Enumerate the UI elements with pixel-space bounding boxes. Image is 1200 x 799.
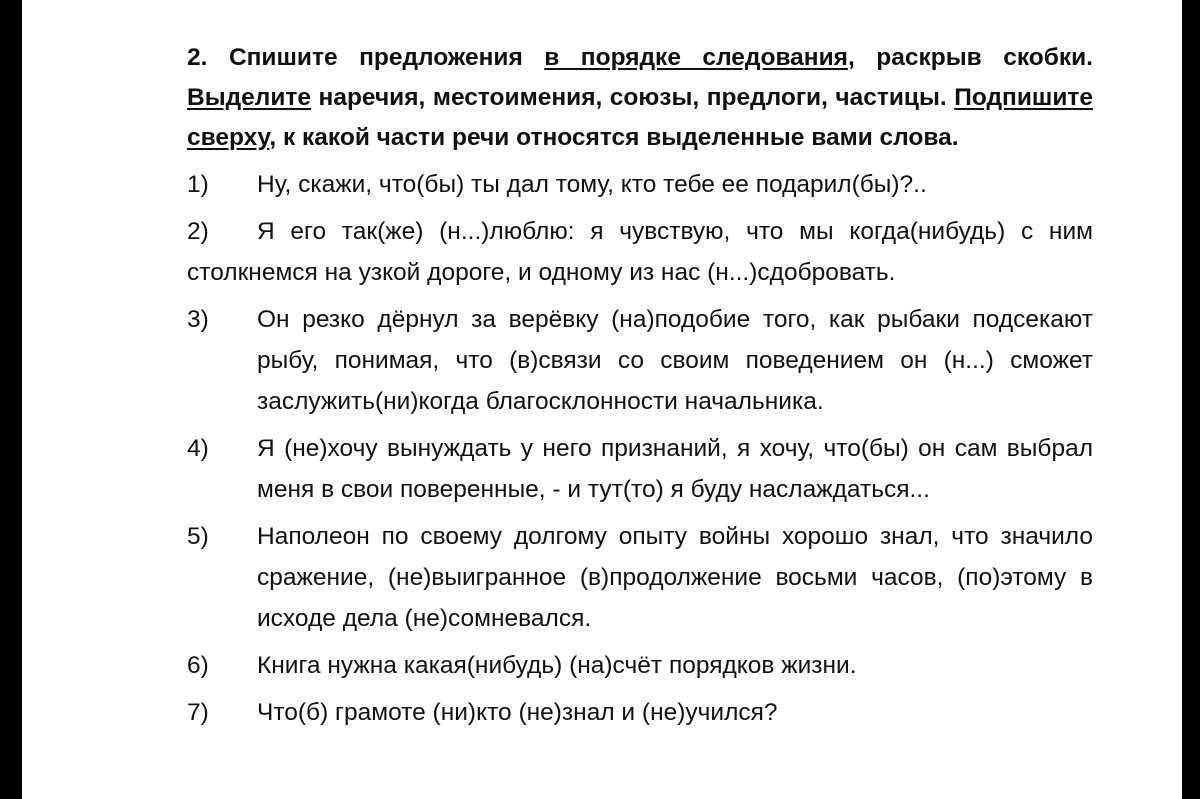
task-text-part2: , раскрыв скобки. [847, 44, 1093, 71]
item-text: Он резко дёрнул за верёвку (на)подобие того, как рыбаки подсекают рыбу, понимая, что (в)связи со своим поведением он (н...) сможет заслужить(ни)когда благосклонности начальника. [257, 306, 1093, 415]
list-item [187, 692, 1093, 733]
list-item [187, 516, 1093, 639]
item-number: 2) [187, 218, 209, 245]
document-page [22, 0, 1182, 799]
item-text: Книга нужна какая(нибудь) (на)счёт порядков жизни. [257, 652, 857, 679]
task-text-part4: , к какой части речи относятся выделенные вами слова. [269, 124, 959, 151]
task-number: 2. [187, 44, 208, 71]
item-text: Ну, скажи, что(бы) ты дал тому, кто тебе ее подарил(бы)?.. [257, 171, 927, 198]
item-text: Что(б) грамоте (ни)кто (не)знал и (не)учился? [257, 699, 778, 726]
list-item [187, 645, 1093, 686]
item-number: 3) [187, 306, 209, 333]
task-underline-order: в порядке следования [544, 44, 848, 71]
list-item [187, 299, 1093, 422]
item-number: 5) [187, 523, 209, 550]
task-text-part1: Спишите предложения [228, 44, 523, 71]
document-content [187, 38, 1093, 739]
list-item [187, 164, 1093, 205]
task-underline-highlight: Выделите [187, 84, 312, 111]
item-text: Наполеон по своему долгому опыту войны хорошо знал, что значило сражение, (не)выигранное (в)продолжение восьми часов, (по)этому в исходе дела (не)сомневался. [257, 523, 1093, 632]
task-text-part3: наречия, местоимения, союзы, предлоги, частицы. [318, 84, 947, 111]
item-text: Я (не)хочу вынуждать у него признаний, я хочу, что(бы) он сам выбрал меня в свои поверенные, - и тут(то) я буду наслаждаться... [257, 435, 1093, 503]
task-underline-sign: Подпишите сверху [187, 84, 1094, 151]
item-number: 4) [187, 435, 209, 462]
item-number: 7) [187, 699, 209, 726]
list-item [187, 211, 1093, 293]
item-text: Я его так(же) (н...)люблю: я чувствую, что мы когда(нибудь) с ним столкнемся на узкой дороге, и одному из нас (н...)сдобровать. [187, 218, 1093, 286]
item-number: 1) [187, 171, 209, 198]
task-instructions [187, 38, 1093, 158]
list-item [187, 428, 1093, 510]
item-number: 6) [187, 652, 209, 679]
